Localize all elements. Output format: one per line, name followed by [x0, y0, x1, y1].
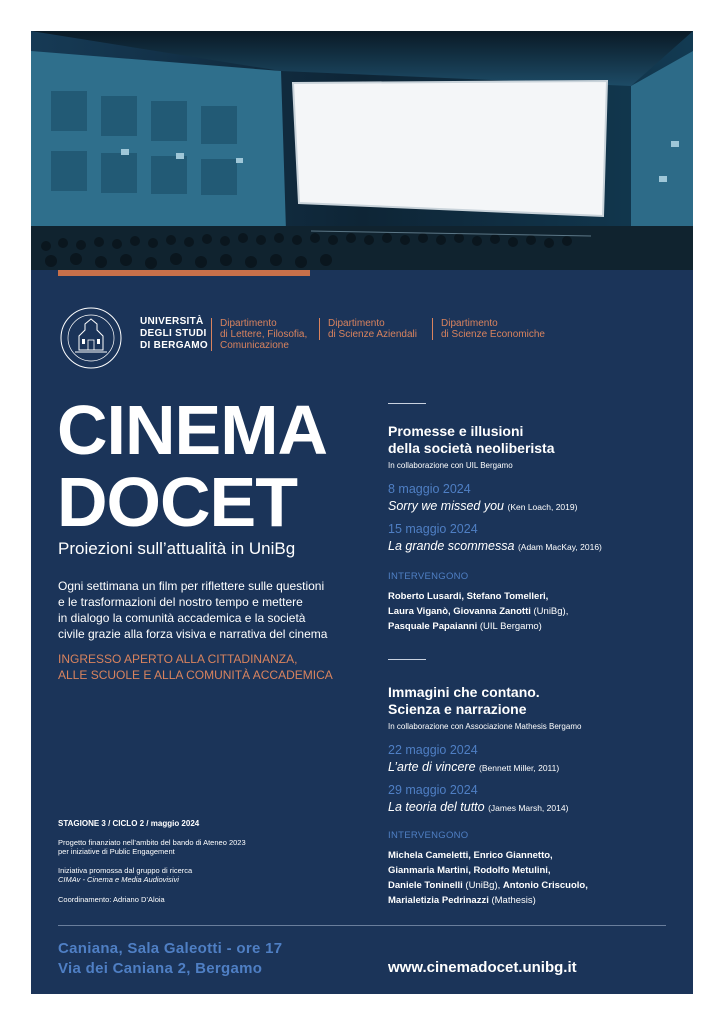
promoted-note: Iniziativa promossa dal gruppo di ricerca CIMAv - Cinema e Media Audiovisivi	[58, 866, 193, 884]
event-subtitle: Proiezioni sull’attualità in UniBg	[58, 539, 296, 558]
screening-film: La teoria del tutto (James Marsh, 2014)	[388, 800, 569, 814]
speaker-line: Marialetizia Pedrinazzi (Mathesis)	[388, 895, 536, 906]
research-group: CIMAv - Cinema e Media Audiovisivi	[58, 875, 179, 884]
open-entry-notice: INGRESSO APERTO ALLA CITTADINANZA, ALLE SCUOLE E ALLA COMUNITÀ ACCADEMICA	[58, 652, 333, 682]
screening-date: 8 maggio 2024	[388, 482, 471, 496]
event-description: Ogni settimana un film per riflettere sulle questioni e le trasformazioni del nostro tempo e mettere in dialogo la comunità accademica e la società civile grazie alla forza visiva e narrativa del cinema	[58, 579, 328, 641]
poster	[31, 31, 693, 994]
section-collaboration: In collaborazione con Associazione Mathesis Bergamo	[388, 722, 582, 731]
section-collaboration: In collaborazione con UIL Bergamo	[388, 461, 513, 470]
venue-line: Caniana, Sala Galeotti - ore 17	[58, 940, 283, 957]
screening-film: La grande scommessa (Adam MacKay, 2016)	[388, 539, 602, 553]
department-aziendali: Dipartimento di Scienze Aziendali	[319, 318, 428, 340]
speaker-line: Roberto Lusardi, Stefano Tomelleri,	[388, 591, 549, 602]
speakers-label: INTERVENGONO	[388, 830, 469, 841]
speaker-line: Daniele Toninelli (UniBg), Antonio Criscuolo,	[388, 880, 588, 891]
funding-note: Progetto finanziato nell’ambito del bando di Ateneo 2023 per iniziative di Public Engagement	[58, 838, 246, 856]
accent-bar	[58, 270, 310, 276]
department-economiche: Dipartimento di Scienze Economiche	[432, 318, 561, 340]
speaker-line: Michela Cameletti, Enrico Giannetto,	[388, 850, 553, 861]
event-title: CINEMA DOCET	[57, 391, 328, 541]
university-name: UNIVERSITÀ DEGLI STUDI DI BERGAMO	[140, 316, 208, 351]
section-title: Immagini che contano. Scienza e narrazione	[388, 684, 540, 717]
department-lettere: Dipartimento di Lettere, Filosofia, Comunicazione	[211, 318, 316, 351]
speaker-line: Pasquale Papaianni (UIL Bergamo)	[388, 621, 542, 632]
section-title: Promesse e illusioni della società neoliberista	[388, 423, 555, 456]
screening-date: 15 maggio 2024	[388, 522, 478, 536]
website-link[interactable]: www.cinemadocet.unibg.it	[388, 959, 577, 976]
university-seal-logo	[59, 306, 123, 370]
screening-film: Sorry we missed you (Ken Loach, 2019)	[388, 499, 578, 513]
speaker-line: Laura Viganò, Giovanna Zanotti (UniBg),	[388, 606, 569, 617]
section-divider	[388, 659, 426, 660]
cinema-hall-photo	[31, 31, 693, 270]
speakers-label: INTERVENGONO	[388, 571, 469, 582]
season-label: STAGIONE 3 / CICLO 2 / maggio 2024	[58, 819, 200, 828]
screening-film: L’arte di vincere (Bennett Miller, 2011)	[388, 760, 560, 774]
speaker-line: Gianmaria Martini, Rodolfo Metulini,	[388, 865, 551, 876]
footer-divider	[58, 925, 666, 926]
screening-date: 22 maggio 2024	[388, 743, 478, 757]
coordination-note: Coordinamento: Adriano D’Aloia	[58, 895, 165, 904]
section-divider	[388, 403, 426, 404]
screening-date: 29 maggio 2024	[388, 783, 478, 797]
venue-address: Via dei Caniana 2, Bergamo	[58, 960, 263, 977]
